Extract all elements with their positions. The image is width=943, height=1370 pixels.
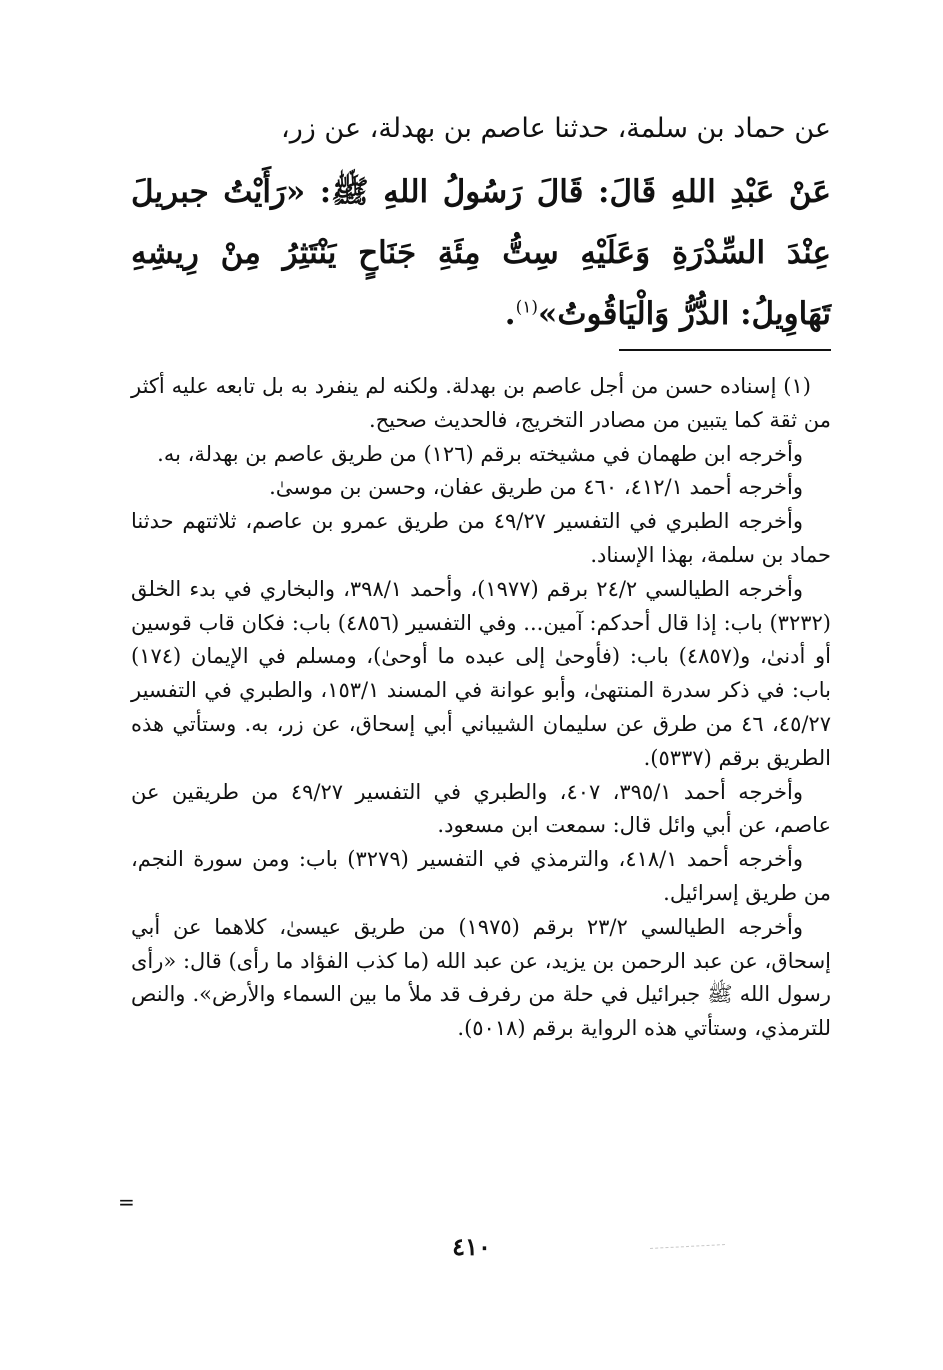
page-number: ٤١٠ [452,1232,491,1261]
footnote-paragraph: وأخرجه الطيالسي ٢٤/٢ برقم (١٩٧٧)، وأحمد ٣٩٨/١، والبخاري في بدء الخلق (٣٢٣٢) باب: إذا قال أحدكم: آمين... وفي التفسير (٤٨٥٦) باب: فكان قاب قوسين أو أدنىٰ، و(٤٨٥٧) باب: (فأوحىٰ إلى عبده ما أوحىٰ)، ومسلم في الإيمان (١٧٤) باب: في ذكر سدرة المنتهىٰ، وأبو عوانة في المسند ١٥٣/١، والطبري في التفسير ٤٥/٢٧، ٤٦ من طرق عن سليمان الشيباني أبي إسحاق، عن زر، به. وستأتي هذه الطريق برقم (٥٣٣٧). [131,576,831,770]
footnote-separator [619,349,831,351]
footnote-paragraph: وأخرجه ابن طهمان في مشيخته برقم (١٢٦) من طريق عاصم بن بهدلة، به. [157,441,803,466]
footnote-paragraph: وأخرجه أحمد ٣٩٥/١، ٤٠٧، والطبري في التفسير ٤٩/٢٧ من طريقين عن عاصم، عن أبي وائل قال: سمعت ابن مسعود. [131,779,831,838]
isnad-line: عن حماد بن سلمة، حدثنا عاصم بن بهدلة، عن زر، [281,113,831,144]
hadith-text-block [131,162,831,345]
hadith-text: عَنْ عَبْدِ اللهِ قَالَ: قَالَ رَسُولُ اللهِ ﷺ: «رَأَيْتُ جبريلَ عِنْدَ السِّدْرَةِ وَعَلَيْهِ سِتُّ مِئَةِ جَنَاحٍ يَنْتَثِرُ مِنْ رِيشِهِ تَهَاوِيلُ: الدُّرُّ وَالْيَاقُوتُ» [131,174,831,332]
footnote-paragraph: وأخرجه الطيالسي ٢٣/٢ برقم (١٩٧٥) من طريق عيسىٰ، كلاهما عن أبي إسحاق، عن عبد الرحمن بن يزيد، عن عبد الله (ما كذب الفؤاد ما رأى) قال: «رأى رسول الله ﷺ جبرائيل في حلة من رفرف قد ملأ ما بين السماء والأرض». والنص للترمذي، وستأتي هذه الرواية برقم (٥٠١٨). [131,914,831,1041]
footnote-paragraph: وأخرجه أحمد ٤١٢/١، ٤٦٠ من طريق عفان، وحسن بن موسىٰ. [269,475,803,500]
hadith-end-period: . [504,296,516,332]
footnote-paragraph: وأخرجه الطبري في التفسير ٤٩/٢٧ من طريق عمرو بن عاصم، ثلاثتهم حدثنا حماد بن سلمة، بهذا الإسناد. [131,509,831,567]
footnote-continuation-mark: = [118,1190,135,1214]
footnote-reference[interactable]: (١) [515,297,538,318]
footnote-paragraph: وأخرجه أحمد ٤١٨/١، والترمذي في التفسير (٣٢٧٩) باب: ومن سورة النجم، من طريق إسرائيل. [131,847,831,905]
footnotes-section [131,370,831,1046]
footnote-paragraph: (١) إسناده حسن من أجل عاصم بن بهدلة. ولكنه لم ينفرد به بل تابعه عليه أكثر من ثقة كما يتبين من مصادر التخريج، فالحديث صحيح. [131,374,831,432]
